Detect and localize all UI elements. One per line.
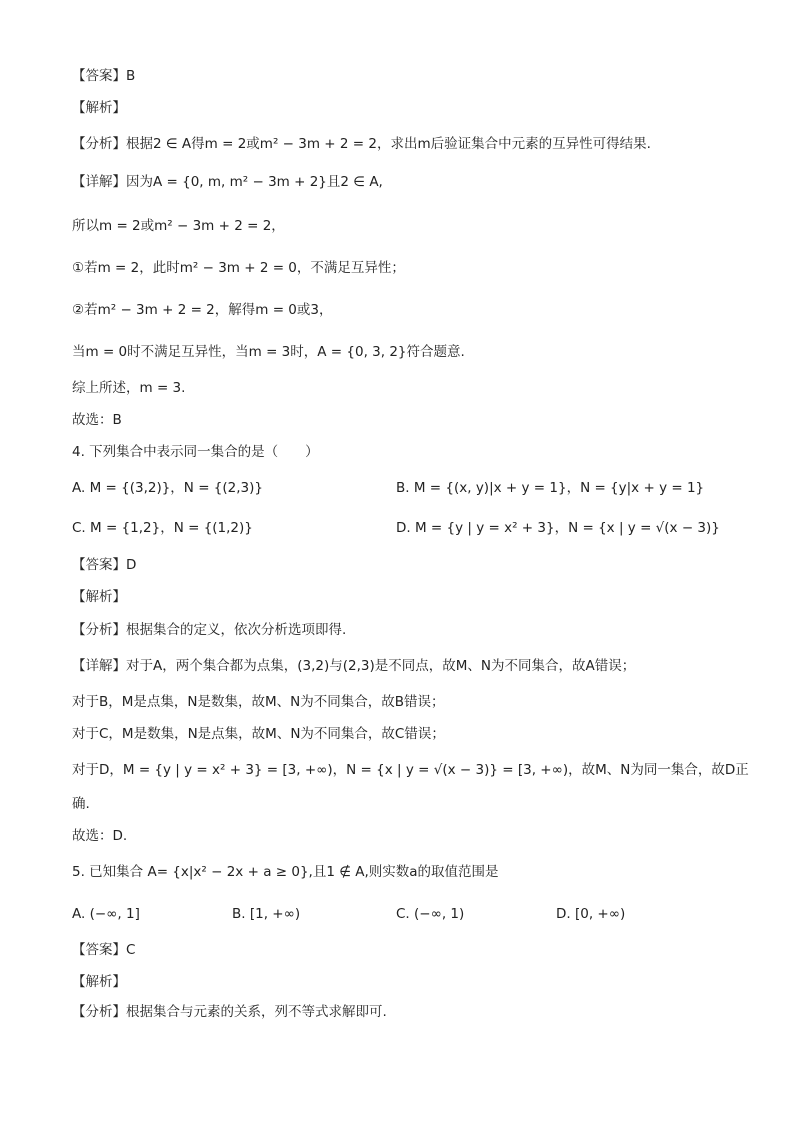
answer-label: 【答案】D	[72, 557, 137, 573]
detail-text: 【详解】因为A = {0, m, m² − 3m + 2}且2 ∈ A,	[72, 174, 383, 190]
choice-result: 故选：B	[72, 412, 122, 428]
answer-label: 【答案】C	[72, 942, 136, 958]
option-b: B. M = {(x, y)|x + y = 1}，N = {y|x + y = 1}	[396, 480, 705, 496]
question-4: 4. 下列集合中表示同一集合的是（ ）	[72, 444, 319, 460]
detail-text: 对于C，M是数集，N是点集，故M、N为不同集合，故C错误；	[72, 726, 445, 742]
question-5: 5. 已知集合 A= {x|x² − 2x + a ≥ 0},且1 ∉ A,则实数a的取值范围是	[72, 864, 499, 880]
detail-text: 综上所述，m = 3.	[72, 380, 186, 396]
option-a: A. (−∞, 1]	[72, 906, 140, 922]
option-c: C. M = {1,2}，N = {(1,2)}	[72, 520, 253, 536]
detail-text: 对于D，M = {y | y = x² + 3} = [3, +∞)，N = {x | y = √(x − 3)} = [3, +∞)，故M、N为同一集合，故D正	[72, 762, 749, 778]
option-c: C. (−∞, 1)	[396, 906, 465, 922]
option-d: D. M = {y | y = x² + 3}，N = {x | y = √(x − 3)}	[396, 520, 720, 536]
option-a: A. M = {(3,2)}，N = {(2,3)}	[72, 480, 263, 496]
detail-text: 确.	[72, 796, 90, 812]
analysis-label: 【解析】	[72, 589, 126, 605]
detail-text: 【详解】对于A，两个集合都为点集，(3,2)与(2,3)是不同点，故M、N为不同集合，故A错误；	[72, 658, 636, 674]
option-d: D. [0, +∞)	[556, 906, 626, 922]
detail-text: 当m = 0时不满足互异性，当m = 3时，A = {0, 3, 2}符合题意.	[72, 344, 465, 360]
detail-text: ①若m = 2，此时m² − 3m + 2 = 0，不满足互异性；	[72, 260, 405, 276]
analysis-label: 【解析】	[72, 100, 126, 116]
analysis-text: 【分析】根据集合的定义，依次分析选项即得.	[72, 622, 347, 638]
choice-result: 故选：D.	[72, 828, 128, 844]
detail-text: 所以m = 2或m² − 3m + 2 = 2，	[72, 218, 285, 234]
option-b: B. [1, +∞)	[232, 906, 301, 922]
detail-text: 对于B，M是点集，N是数集，故M、N为不同集合，故B错误；	[72, 694, 445, 710]
analysis-label: 【解析】	[72, 974, 126, 990]
analysis-text: 【分析】根据集合与元素的关系，列不等式求解即可.	[72, 1004, 387, 1020]
detail-text: ②若m² − 3m + 2 = 2，解得m = 0或3，	[72, 302, 333, 318]
analysis-text: 【分析】根据2 ∈ A得m = 2或m² − 3m + 2 = 2，求出m后验证集合中元素的互异性可得结果.	[72, 136, 651, 152]
answer-label: 【答案】B	[72, 68, 136, 84]
